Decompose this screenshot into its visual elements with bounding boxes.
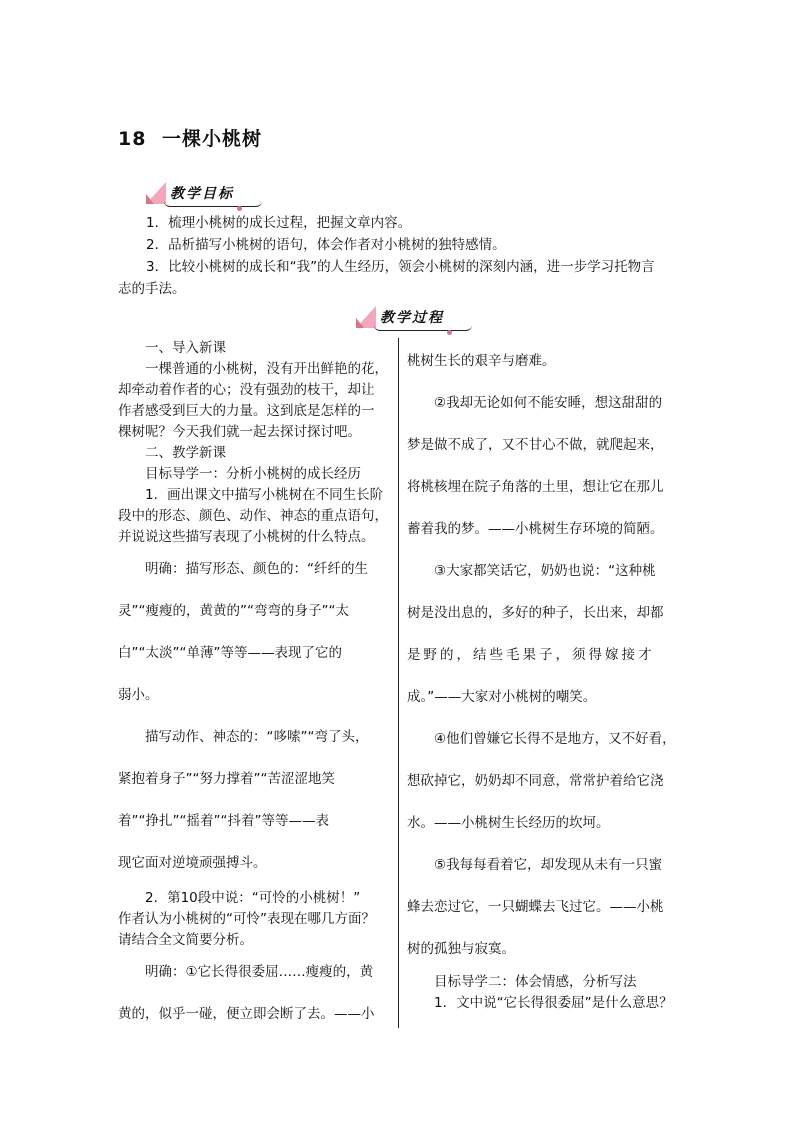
- question-line: 并说说这些描写表现了小桃树的什么特点。: [118, 529, 375, 545]
- answer-line: 树是没出息的，多好的种子，长出来，却都: [407, 605, 664, 621]
- section-heading: 二、教学新课: [145, 445, 226, 461]
- answer-line: 水。——小桃树生长经历的坎坷。: [407, 815, 610, 831]
- badge-triangle-icon: [146, 182, 166, 204]
- heading-dot-icon: [237, 206, 242, 211]
- lesson-number: 18: [118, 128, 147, 150]
- answer-line: 梦是做不成了，又不甘心不做，就爬起来，: [407, 437, 664, 453]
- answer-line: 桃树生长的艰辛与磨难。: [407, 353, 556, 369]
- goal-heading: 目标导学二：体会情感，分析写法: [434, 974, 637, 990]
- answer-line: 明确：①它长得很委屈……瘦瘦的，黄: [145, 964, 374, 980]
- lesson-title: [118, 124, 262, 151]
- objectives-heading: 教学目标: [170, 186, 234, 202]
- left-column: [118, 338, 390, 1035]
- badge-triangle-icon: [356, 306, 376, 328]
- answer-line: 蜂去恋过它，一只蝴蝶去飞过它。——小桃: [407, 899, 664, 915]
- question-line: 请结合全文简要分析。: [118, 932, 253, 948]
- answer-line: 蓄着我的梦。——小桃树生存环境的简陋。: [407, 521, 664, 537]
- objective-item: 志的手法。: [118, 281, 186, 297]
- paragraph-line: 却牵动着作者的心；没有强劲的枝干，却让: [118, 382, 375, 398]
- question-line: 段中的形态、颜色、动作、神态的重点语句，: [118, 508, 388, 524]
- question-line: 作者认为小桃树的“可怜”表现在哪几方面？: [118, 911, 375, 927]
- objective-item: 2．品析描写小桃树的语句，体会作者对小桃树的独特感情。: [146, 237, 506, 253]
- objective-item: 1．梳理小桃树的成长过程，把握文章内容。: [146, 215, 412, 231]
- objectives-list: [118, 212, 678, 300]
- answer-line: ③大家都笑话它，奶奶也说：“这种桃: [434, 563, 656, 579]
- answer-line: 弱小。: [118, 687, 159, 703]
- answer-line: ④他们曾嫌它长得不是地方，又不好看，: [434, 731, 676, 747]
- answer-line: 着”“挣扎”“摇着”“抖着”等等——表: [118, 813, 329, 829]
- process-heading: 教学过程: [380, 310, 444, 326]
- answer-line: 灵”“瘦瘦的，黄黄的”“弯弯的身子”“太: [118, 603, 349, 619]
- heading-underline: [164, 201, 262, 207]
- answer-line: 描写动作、神态的：“哆嗦”“弯了头，: [145, 729, 369, 745]
- answer-line: 是野的，结些毛果子，须得嫁接才: [407, 647, 655, 663]
- answer-line: 将桃核埋在院子角落的土里，想让它在那儿: [407, 479, 664, 495]
- answer-line: 黄的，似乎一碰，便立即会断了去。——小: [118, 1006, 375, 1022]
- question-line: 1．文中说“它长得很委屈”是什么意思？: [434, 995, 673, 1011]
- answer-line: 紧抱着身子”“努力撑着”“苦涩涩地笑: [118, 771, 335, 787]
- answer-line: 现它面对逆境顽强搏斗。: [118, 855, 267, 871]
- column-divider: [398, 338, 399, 1028]
- section-heading: 一、导入新课: [145, 340, 226, 356]
- answer-line: 想砍掉它，奶奶却不同意，常常护着给它浇: [407, 773, 664, 789]
- answer-line: 明确：描写形态、颜色的：“纤纤的生: [145, 561, 368, 577]
- paragraph-line: 作者感受到巨大的力量。这到底是怎样的一: [118, 403, 375, 419]
- paragraph-line: 一棵普通的小桃树，没有开出鲜艳的花，: [145, 361, 388, 377]
- answer-line: 白”“太淡”“单薄”等等——表现了它的: [118, 645, 342, 661]
- answer-line: 成。”——大家对小桃树的嘲笑。: [407, 689, 597, 705]
- question-line: 2．第10段中说：“可怜的小桃树！”: [145, 890, 361, 906]
- paragraph-line: 棵树呢？今天我们就一起去探讨探讨吧。: [118, 424, 361, 440]
- heading-underline: [374, 325, 472, 331]
- answer-line: 树的孤独与寂寞。: [407, 941, 515, 957]
- heading-dot-icon: [447, 330, 452, 335]
- right-column: [407, 341, 679, 1014]
- objectives-heading-badge: [146, 181, 234, 205]
- objective-item: 3．比较小桃树的成长和“我”的人生经历，领会小桃树的深刻内涵，进一步学习托物言: [146, 259, 655, 275]
- question-line: 1．画出课文中描写小桃树在不同生长阶: [145, 487, 384, 503]
- answer-line: ⑤我每每看着它，却发现从未有一只蜜: [434, 857, 663, 873]
- answer-line: ②我却无论如何不能安睡，想这甜甜的: [434, 395, 663, 411]
- goal-heading: 目标导学一：分析小桃树的成长经历: [145, 466, 361, 482]
- process-heading-badge: [356, 305, 444, 329]
- lesson-name: 一棵小桃树: [162, 128, 263, 150]
